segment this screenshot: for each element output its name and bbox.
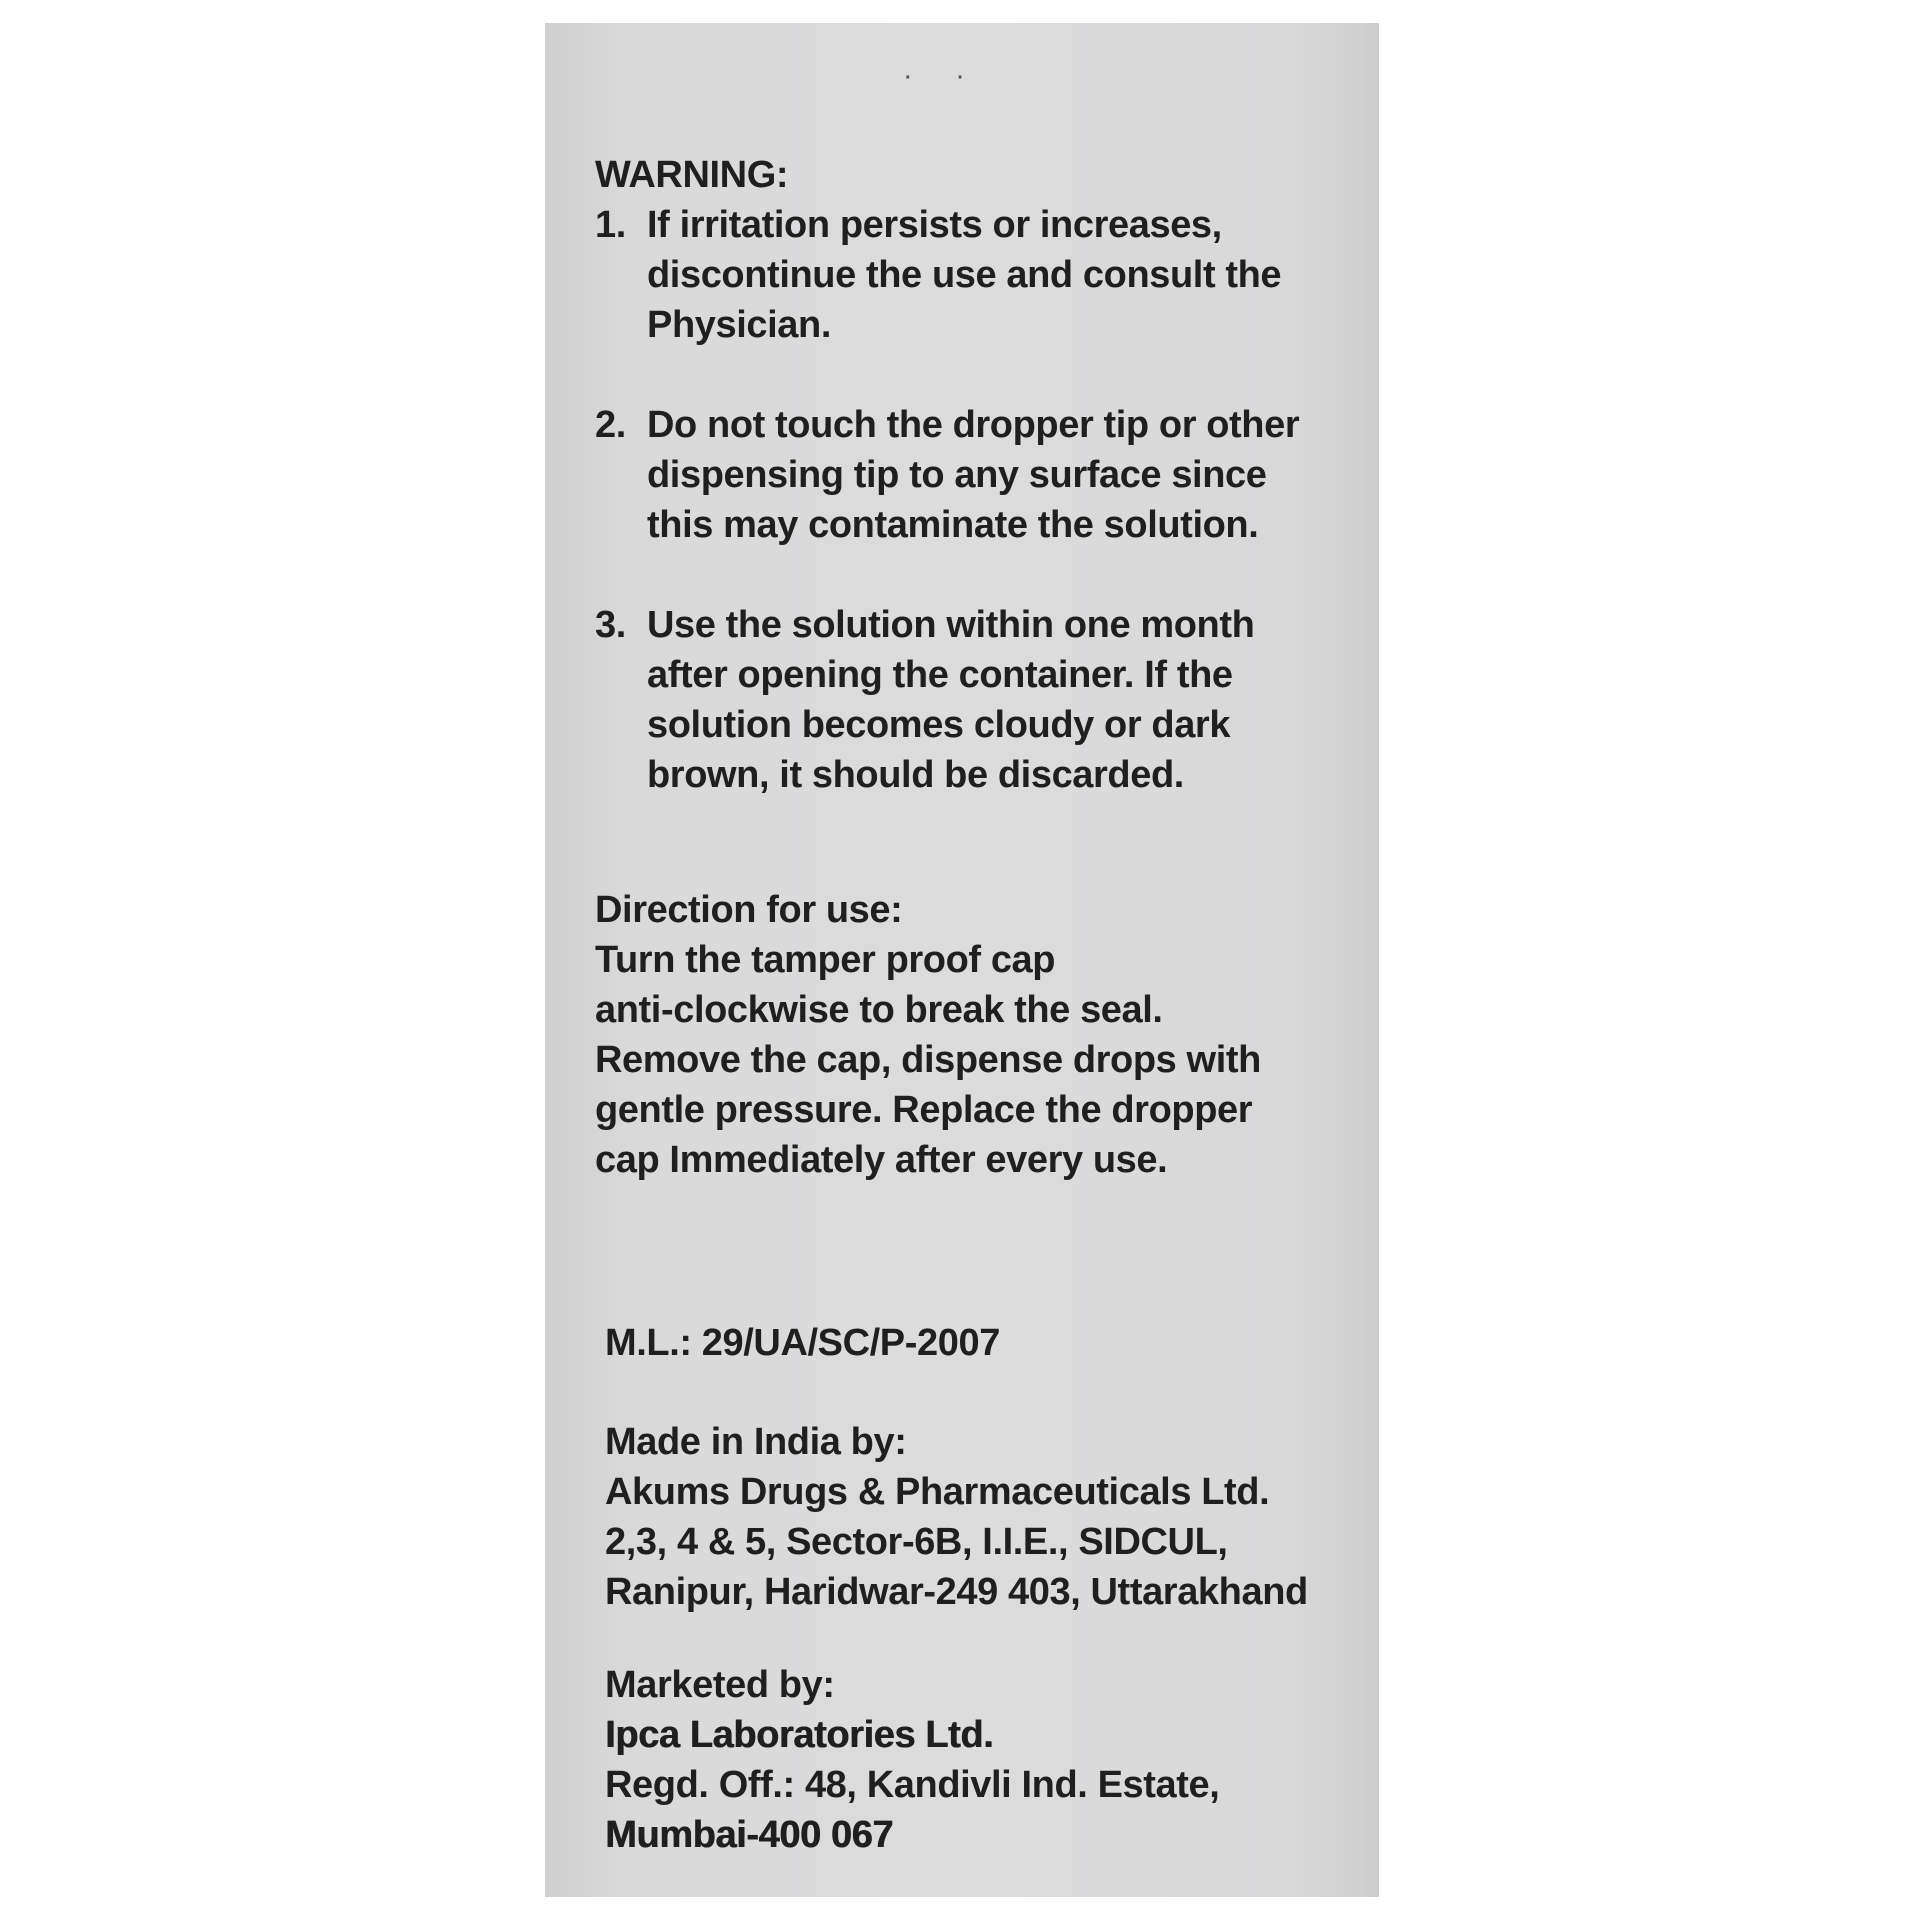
print-specks: · · xyxy=(905,67,984,89)
marketer-name: Ipca Laboratories Ltd. xyxy=(605,1714,994,1756)
warning-list xyxy=(595,200,1367,800)
direction-title: Direction for use: xyxy=(595,889,903,931)
warning-number: 3. xyxy=(595,604,626,646)
warning-item-2 xyxy=(595,400,1367,550)
warning-text: If irritation persists or increases, discontinue the use and consult the Physician. xyxy=(647,204,1282,346)
warning-section xyxy=(595,150,1367,850)
manufacturer-section xyxy=(605,1417,1308,1617)
direction-text: Turn the tamper proof cap anti-clockwise to break the seal. Remove the cap, dispense drops with gentle pressure. Replace the dropper cap Immediately after every use. xyxy=(595,939,1261,1181)
warning-item-3 xyxy=(595,600,1367,800)
manufacturer-heading: Made in India by: xyxy=(605,1421,907,1463)
marketer-address: Regd. Off.: 48, Kandivli Ind. Estate, xyxy=(605,1764,1220,1806)
manufacturer-address: Akums Drugs & Pharmaceuticals Ltd. 2,3, 4 & 5, Sector-6B, I.I.E., SIDCUL, Ranipur, Haridwar-249 403, Uttarakhand xyxy=(605,1471,1308,1613)
marketer-section xyxy=(605,1660,1219,1860)
warning-item-1 xyxy=(595,200,1367,350)
warning-number: 1. xyxy=(595,204,626,246)
warning-number: 2. xyxy=(595,404,626,446)
marketer-heading: Marketed by: xyxy=(605,1664,835,1706)
direction-section xyxy=(595,885,1261,1185)
warning-text: Use the solution within one month after opening the container. If the solution becomes cloudy or dark brown, it should be discarded. xyxy=(647,604,1255,796)
warning-text: Do not touch the dropper tip or other dispensing tip to any surface since this may contaminate the solution. xyxy=(647,404,1300,546)
marketer-city: Mumbai-400 067 xyxy=(605,1814,893,1856)
label-panel xyxy=(545,23,1379,1897)
license-section xyxy=(605,1318,1000,1368)
manufacturing-license: M.L.: 29/UA/SC/P-2007 xyxy=(605,1322,1000,1364)
warning-title: WARNING: xyxy=(595,154,789,196)
